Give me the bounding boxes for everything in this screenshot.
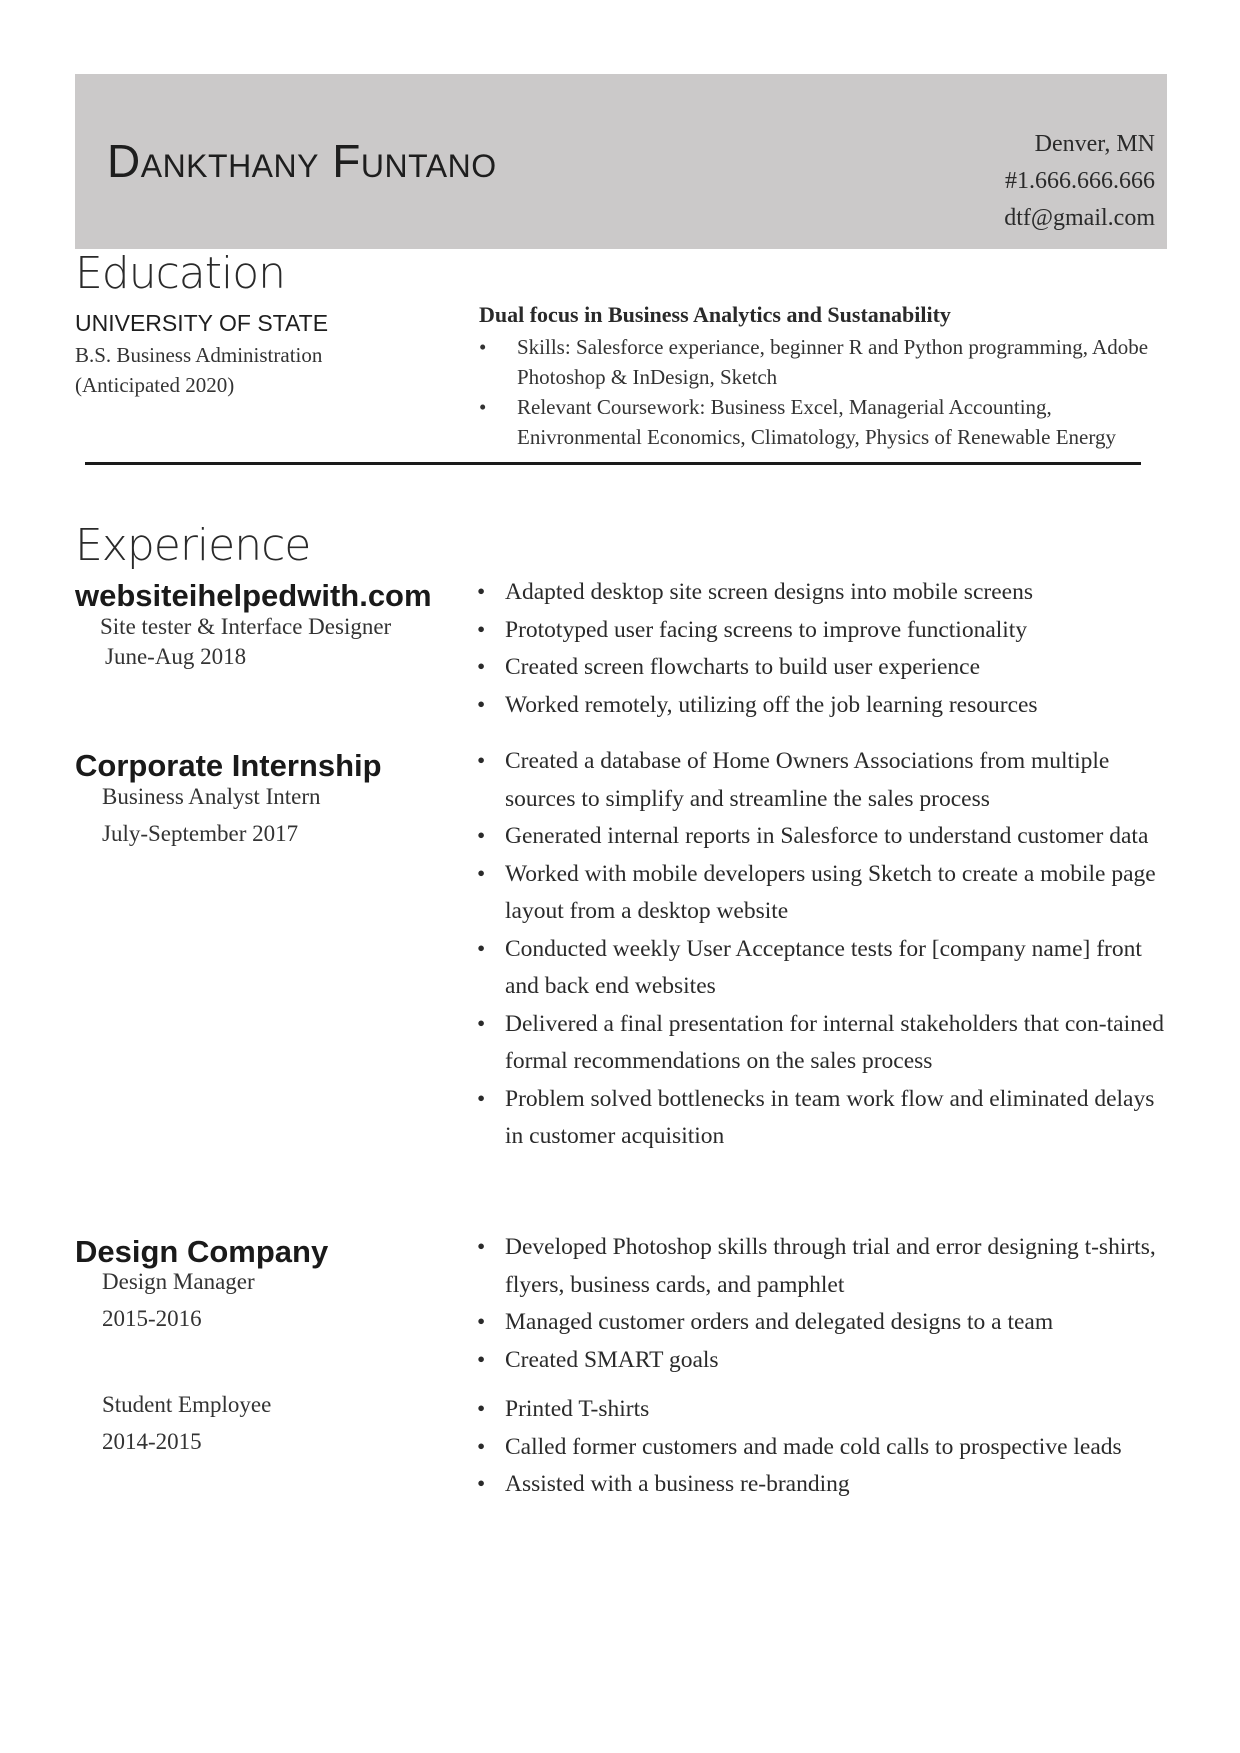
job-dates: July-September 2017	[102, 821, 299, 846]
education-bullets	[479, 332, 1169, 452]
list-item: • Called former customers and made cold calls to prospective leads	[477, 1429, 1177, 1467]
job-bullets	[477, 1391, 1177, 1504]
phone: #1.666.666.666	[1005, 168, 1155, 194]
list-item: • Skills: Salesforce experiance, beginner R and Python programming, Adobe Photoshop & InDesign, Sketch	[479, 332, 1169, 392]
header-band	[75, 74, 1167, 249]
education-focus: Dual focus in Business Analytics and Sustanability	[479, 302, 951, 327]
school-name: UNIVERSITY OF STATE	[75, 310, 329, 336]
list-item: • Assisted with a business re-branding	[477, 1466, 1177, 1504]
list-item: • Problem solved bottlenecks in team work flow and eliminated delays in customer acquisition	[477, 1081, 1177, 1156]
list-item: • Managed customer orders and delegated designs to a team	[477, 1304, 1177, 1342]
list-item: • Adapted desktop site screen designs into mobile screens	[477, 574, 1177, 612]
job-dates: 2015-2016	[102, 1306, 202, 1331]
job-bullets	[477, 1229, 1177, 1379]
list-item: • Created SMART goals	[477, 1342, 1177, 1380]
job-role: Student Employee	[102, 1392, 272, 1417]
job-bullets	[477, 743, 1177, 1156]
job-role: Design Manager	[102, 1269, 255, 1294]
list-item: • Relevant Coursework: Business Excel, Managerial Accounting, Enivronmental Economics, Climatology, Physics of Renewable Energy	[479, 392, 1169, 452]
job-company: websiteihelpedwith.com	[75, 578, 432, 613]
list-item: • Prototyped user facing screens to improve functionality	[477, 612, 1177, 650]
list-item: • Printed T-shirts	[477, 1391, 1177, 1429]
degree: B.S. Business Administration	[75, 343, 323, 367]
job-company: Corporate Internship	[75, 748, 382, 783]
education-heading: Education	[75, 248, 286, 299]
anticipated-date: (Anticipated 2020)	[75, 373, 235, 397]
job-bullets	[477, 574, 1177, 724]
section-divider	[85, 462, 1141, 465]
job-dates: June-Aug 2018	[105, 644, 247, 669]
location: Denver, MN	[1034, 131, 1155, 157]
job-dates: 2014-2015	[102, 1429, 202, 1454]
job-role: Site tester & Interface Designer	[100, 614, 392, 639]
list-item: • Worked remotely, utilizing off the job learning resources	[477, 687, 1177, 725]
experience-heading: Experience	[75, 520, 311, 571]
email: dtf@gmail.com	[1004, 205, 1155, 231]
job-role: Business Analyst Intern	[102, 784, 321, 809]
list-item: • Developed Photoshop skills through trial and error designing t-shirts, flyers, business cards, and pamphlet	[477, 1229, 1177, 1304]
list-item: • Created screen flowcharts to build user experience	[477, 649, 1177, 687]
applicant-name: Dankthany Funtano	[107, 135, 497, 187]
job-company: Design Company	[75, 1234, 329, 1269]
list-item: • Conducted weekly User Acceptance tests for [company name] front and back end websites	[477, 931, 1177, 1006]
list-item: • Created a database of Home Owners Associations from multiple sources to simplify and streamline the sales process	[477, 743, 1177, 818]
list-item: • Delivered a final presentation for internal stakeholders that con-tained formal recommendations on the sales process	[477, 1006, 1177, 1081]
list-item: • Generated internal reports in Salesforce to understand customer data	[477, 818, 1177, 856]
contact-info	[1004, 126, 1155, 237]
list-item: • Worked with mobile developers using Sketch to create a mobile page layout from a desktop website	[477, 856, 1177, 931]
